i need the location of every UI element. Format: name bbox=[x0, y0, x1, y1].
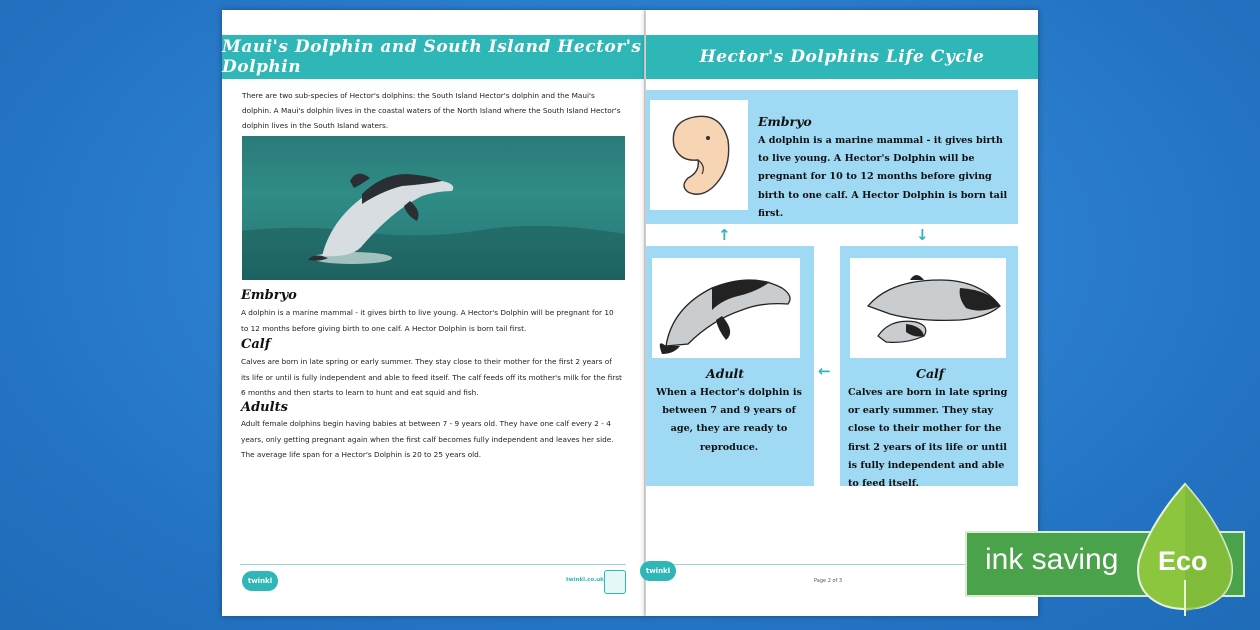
dolphin-photo-illustration bbox=[242, 136, 625, 280]
intro-text: There are two sub-species of Hector's dolphins: the South Island Hector's dolphin and the Maui's dolphin. A Maui's dolphin lives in the coastal waters of the North Island where the South Island Hector's dolphin lives in the South Island waters. bbox=[242, 91, 621, 130]
footer-url: twinkl.co.uk bbox=[566, 577, 604, 583]
adult-dolphin-icon bbox=[652, 258, 800, 358]
calf-dolphin-image bbox=[850, 258, 1006, 358]
card-embryo-title: Embryo bbox=[758, 114, 812, 129]
card-embryo bbox=[646, 90, 1018, 224]
twinkl-logo: twinkl bbox=[242, 571, 278, 591]
section-text-calf: Calves are born in late spring or early summer. They stay close to their mother for the first 2 years of its life or until is fully independent and able to feed itself. The calf feeds off its mother's milk for the first 6 months and then starts to learn to hunt and eat squid and fish. bbox=[241, 357, 622, 397]
arrow-down-icon: ↓ bbox=[916, 226, 929, 244]
right-page bbox=[646, 10, 1038, 616]
card-calf-title: Calf bbox=[916, 366, 945, 381]
section-title-embryo: Embryo bbox=[241, 288, 297, 303]
embryo-icon bbox=[650, 100, 748, 210]
left-page-title: Maui's Dolphin and South Island Hector's Dolphin bbox=[222, 35, 646, 79]
section-text-adults: Adult female dolphins begin having babies at between 7 - 9 years old. They have one calf every 2 - 4 years, only getting pregnant again when the first calf becomes fully independent and leaves her side. The average life span for a Hector's Dolphin is 20 to 25 years old. bbox=[241, 419, 614, 459]
ink-saving-text: ink saving bbox=[985, 543, 1119, 576]
left-page bbox=[222, 10, 646, 616]
section-text-embryo: A dolphin is a marine mammal - it gives birth to live young. A Hector's Dolphin will be pregnant for 10 to 12 months before giving birth to one calf. A Hector Dolphin is born tail first. bbox=[241, 308, 614, 333]
page-number: Page 2 of 3 bbox=[814, 578, 843, 584]
twinkl-logo-right: twinkl bbox=[640, 561, 676, 581]
award-badge-icon bbox=[604, 570, 626, 594]
adult-dolphin-image bbox=[652, 258, 800, 358]
card-calf bbox=[840, 246, 1018, 490]
footer-divider bbox=[240, 564, 626, 565]
card-adult-title: Adult bbox=[706, 366, 745, 381]
section-title-adults: Adults bbox=[241, 400, 288, 415]
arrow-left-icon: ← bbox=[818, 362, 831, 380]
embryo-image bbox=[650, 100, 748, 210]
arrow-up-icon: ↑ bbox=[718, 226, 731, 244]
eco-label: Eco bbox=[1158, 546, 1208, 576]
section-title-calf: Calf bbox=[241, 337, 271, 352]
right-page-title: Hector's Dolphins Life Cycle bbox=[646, 35, 1038, 79]
mother-and-calf-dolphin-icon bbox=[850, 258, 1006, 358]
dolphin-photo bbox=[242, 136, 625, 280]
card-adult bbox=[646, 246, 814, 486]
card-adult-text: When a Hector's dolphin is between 7 and 9 years of age, they are ready to reproduce. bbox=[656, 387, 802, 453]
card-calf-text: Calves are born in late spring or early summer. They stay close to their mother for the first 2 years of its life or until is fully independent and able to feed itself. bbox=[848, 387, 1008, 490]
card-embryo-text: A dolphin is a marine mammal - it gives birth to live young. A Hector's Dolphin will be pregnant for 10 to 12 months before giving birth to one calf. A Hector Dolphin is born tail first. bbox=[758, 135, 1008, 219]
